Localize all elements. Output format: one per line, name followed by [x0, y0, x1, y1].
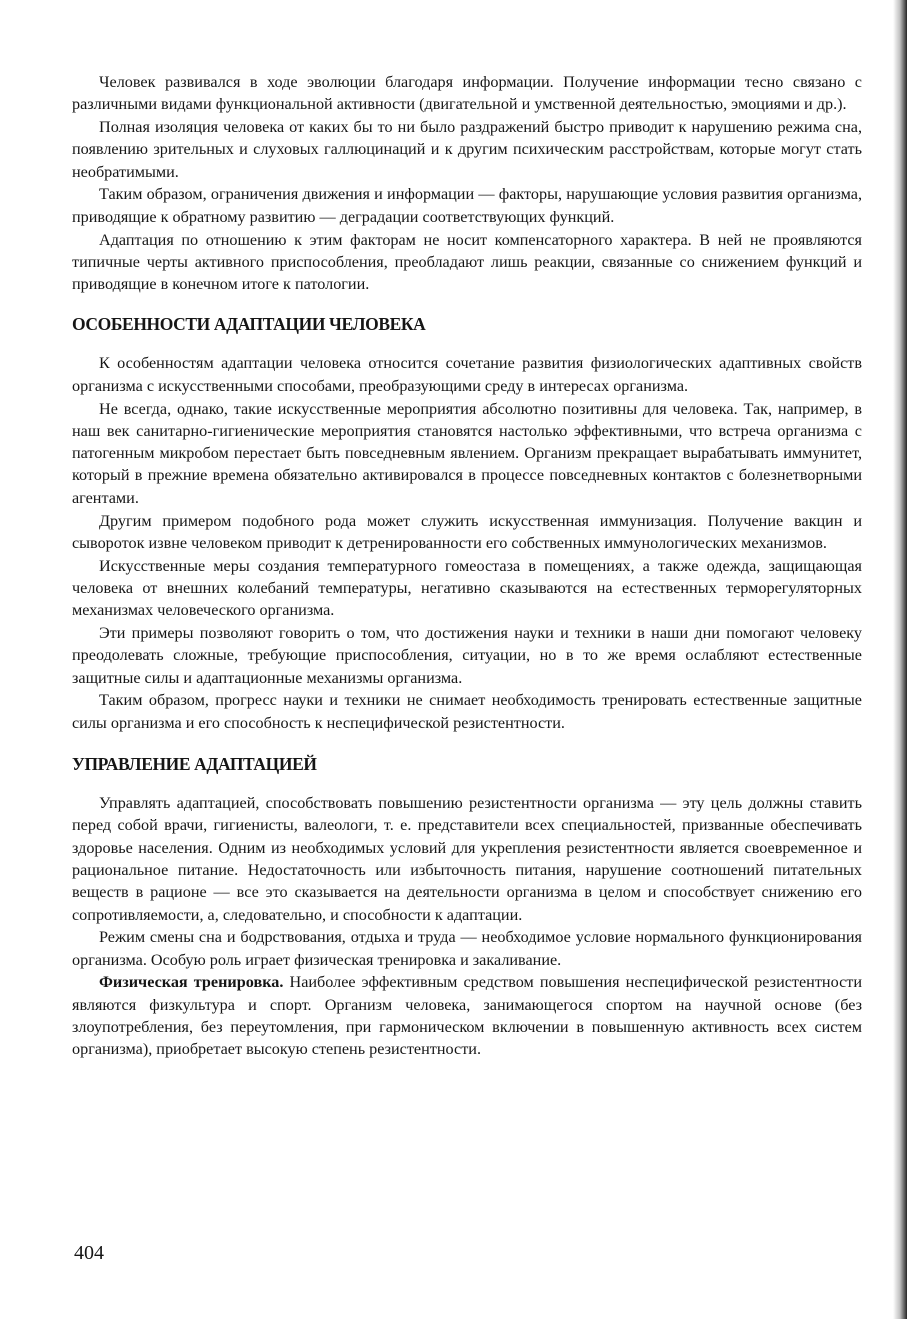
paragraph-restriction-factors: Таким образом, ограничения движения и информации — факторы, нарушающие условия развития организма, приводящие к обратному развитию — деградации соответствующих функций. [72, 185, 862, 226]
paragraph-nutrition: Управлять адаптацией, способствовать повышению резистентности организма — эту цель должны ставить перед собой врачи, гигиенисты, валеологи, т. е. представители всех специальностей, призванные обеспечивать здоровье населения. Одним из необходимых условий для укрепления резистентности является своевременное и рациональное питание. Недостаточность или избыточность питания, нарушение соотношений питательных веществ в рационе — все это сказывается на деятельности организма в целом и способствует снижению его сопротивляемости, а, следовательно, и способности к адаптации. [72, 794, 862, 924]
paragraph-evolution-information: Человек развивался в ходе эволюции благодаря информации. Получение информации тесно связано с различными видами функциональной активности (двигательной и умственной деятельностью, эмоциями и др.). [72, 73, 862, 114]
heading-adaptation-features: ОСОБЕННОСТИ АДАПТАЦИИ ЧЕЛОВЕКА [72, 314, 426, 335]
scan-edge-shadow [893, 0, 907, 1319]
heading-adaptation-management: УПРАВЛЕНИЕ АДАПТАЦИЕЙ [72, 754, 317, 775]
paragraph-artificial-immunization: Другим примером подобного рода может служить искусственная иммунизация. Получение вакцин и сывороток извне человеком приводит к детренированности его собственных иммунологических механизмов. [72, 511, 862, 552]
paragraph-adaptation-not-compensatory: Адаптация по отношению к этим факторам не носит компенсаторного характера. В ней не проявляются типичные черты активного приспособления, преобладают лишь реакции, связанные со снижением функций и приводящие в конечном итоге к патологии. [72, 230, 862, 294]
page-number: 404 [74, 1242, 104, 1264]
physical-training-text: Наиболее эффективным средством повышения неспецифической резистентности являются физкультура и спорт. Организм человека, занимающегося спортом на научной основе (без злоупотребления, без переутомления, при гармоническом включении в повышенную активность всех систем организма), приобретает высокую степень резистентности. [72, 973, 862, 1059]
paragraph-sleep-regime: Режим смены сна и бодрствования, отдыха и труда — необходимое условие нормального функционирования организма. Особую роль играет физическая тренировка и закаливание. [72, 928, 862, 969]
paragraph-physical-training [72, 971, 862, 1060]
paragraph-training-necessity: Таким образом, прогресс науки и техники не снимает необходимость тренировать естественные защитные силы организма и его способность к неспецифической резистентности. [72, 691, 862, 732]
paragraph-science-progress: Эти примеры позволяют говорить о том, что достижения науки и техники в наши дни помогают человеку преодолевать сложные, требующие приспособления, ситуации, но в то же время ослабляют естественные защитные силы и адаптационные механизмы организма. [72, 624, 862, 687]
paragraph-thermal-homeostasis: Искусственные меры создания температурного гомеостаза в помещениях, а также одежда, защищающая человека от внешних колебаний температуры, негативно сказываются на естественных терморегуляторных механизмах человеческого организма. [72, 556, 862, 620]
page-body [72, 71, 862, 1061]
paragraph-sanitary-measures: Не всегда, однако, такие искусственные мероприятия абсолютно позитивны для человека. Так, например, в наш век санитарно-гигиенические мероприятия становятся настолько эффективными, что встреча организма с патогенным микробом перестает быть повседневным явлением. Организм прекращает вырабатывать иммунитет, который в прежние времена обязательно активировался в процессе повседневных контактов с болезнетворными агентами. [72, 399, 862, 507]
physical-training-lead: Физическая тренировка. [99, 973, 284, 992]
paragraph-isolation: Полная изоляция человека от каких бы то ни было раздражений быстро приводит к нарушению режима сна, появлению зрительных и слуховых галлюцинаций и к другим психическим расстройствам, которые могут стать необратимыми. [72, 118, 862, 181]
paragraph-features-combination: К особенностям адаптации человека относится сочетание развития физиологических адаптивных свойств организма с искусственными способами, преобразующими среду в интересах организма. [72, 354, 862, 395]
